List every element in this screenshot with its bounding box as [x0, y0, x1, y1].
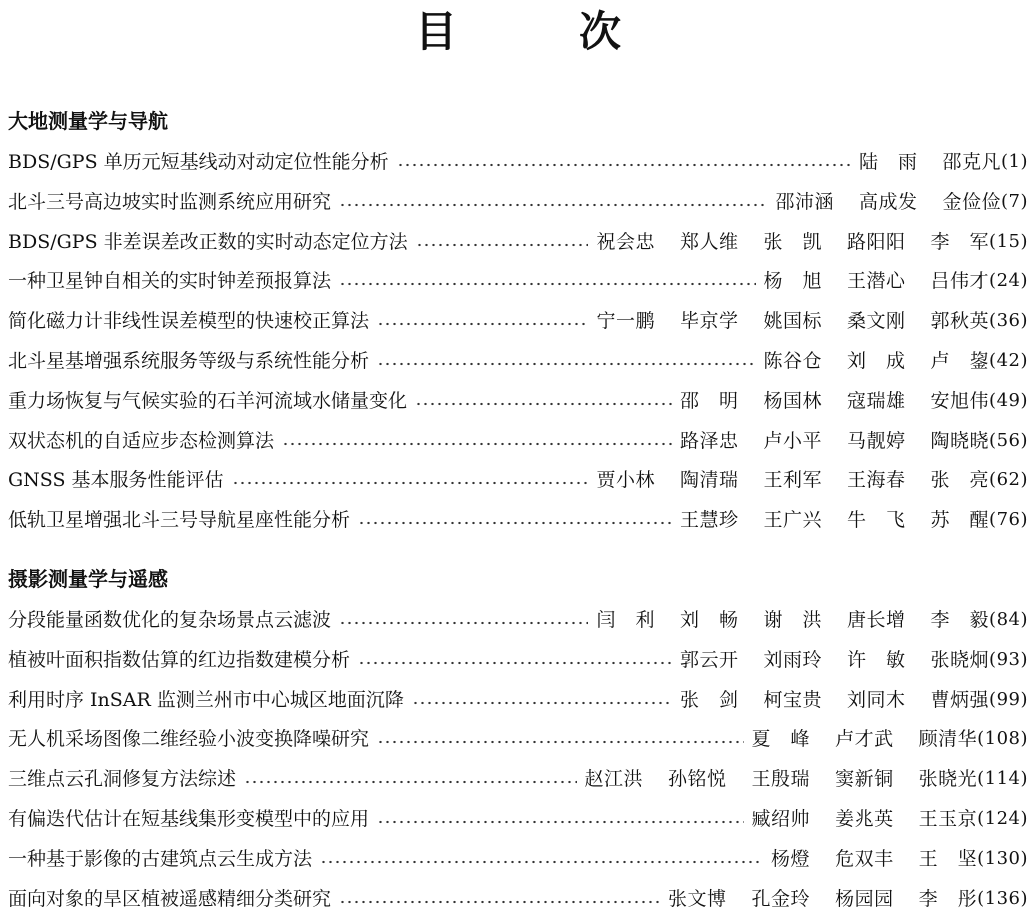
- entry-authors: [668, 884, 977, 914]
- dot-leader: [320, 860, 763, 864]
- entry-title: 重力场恢复与气候实验的石羊河流域水储量变化: [8, 389, 408, 412]
- page-number: (130): [977, 847, 1028, 869]
- page-title: 目 次: [414, 7, 661, 56]
- entry-authors: [680, 645, 989, 675]
- entry-title: 面向对象的旱区植被遥感精细分类研究: [8, 887, 332, 910]
- page-number: (56): [989, 429, 1028, 451]
- entry-title: BDS/GPS 非差误差改正数的实时动态定位方法: [8, 230, 408, 253]
- toc-entry[interactable]: [8, 386, 1028, 416]
- author-name: 姚国标: [763, 310, 823, 333]
- toc-entry[interactable]: [8, 465, 1028, 495]
- entry-authors: [680, 386, 989, 416]
- author-name: 卢小平: [763, 429, 823, 452]
- author-name: 邵克凡: [942, 151, 1001, 173]
- author-name: 吕伟才: [930, 270, 990, 293]
- author-name: 杨燈: [771, 847, 811, 870]
- author-name: 桑文刚: [847, 310, 906, 333]
- page-number: (1): [1001, 151, 1028, 172]
- entry-title: 三维点云孔洞修复方法综述: [8, 768, 237, 791]
- author-name: 李 军: [930, 230, 990, 253]
- page-number: (15): [989, 230, 1028, 252]
- toc-entry[interactable]: [8, 764, 1028, 794]
- toc-entry[interactable]: [8, 227, 1028, 257]
- entry-authors: [752, 724, 978, 754]
- entry-title: 利用时序 InSAR 监测兰州市中心城区地面沉降: [8, 688, 404, 711]
- entry-authors: [775, 187, 1001, 217]
- entry-authors: [680, 426, 989, 456]
- author-name: 李 毅: [930, 609, 990, 631]
- page-number: (49): [989, 389, 1028, 411]
- section-heading: 大地测量学与导航: [8, 109, 168, 133]
- author-name: 危双丰: [835, 847, 894, 870]
- author-name: 陈谷仓: [763, 350, 823, 372]
- author-name: 王利军: [763, 469, 823, 492]
- author-name: 臧绍帅: [751, 808, 811, 830]
- author-name: 刘 畅: [679, 609, 739, 631]
- author-name: 王潜心: [847, 270, 906, 293]
- page-number: (42): [989, 350, 1028, 371]
- author-name: 王广兴: [763, 509, 823, 532]
- author-name: 宁一鹏: [596, 310, 655, 333]
- author-name: 郭云开: [679, 648, 739, 671]
- toc-entry[interactable]: [8, 187, 1028, 217]
- author-name: 邵 明: [679, 389, 739, 412]
- author-name: 刘 成: [847, 350, 906, 372]
- author-name: 姜兆英: [835, 808, 894, 830]
- entry-authors: [596, 306, 989, 336]
- author-name: 王殷瑞: [751, 768, 811, 791]
- entry-authors: [859, 147, 1001, 177]
- author-name: 安旭伟: [930, 389, 990, 412]
- author-name: 柯宝贵: [763, 688, 823, 711]
- author-name: 张文博: [668, 887, 727, 910]
- dot-leader: [377, 820, 744, 824]
- entry-title: 无人机采场图像二维经验小波变换降噪研究: [8, 728, 370, 751]
- toc-entry[interactable]: [8, 306, 1028, 336]
- entry-authors: [585, 764, 978, 794]
- page-number: (62): [989, 469, 1028, 491]
- entry-authors: [752, 804, 978, 834]
- author-name: 刘同木: [847, 688, 906, 711]
- dot-leader: [244, 780, 577, 784]
- author-name: 陆 雨: [858, 151, 918, 173]
- toc-entry[interactable]: [8, 804, 1028, 834]
- author-name: 杨 旭: [763, 270, 823, 293]
- author-name: 郑人维: [679, 230, 739, 253]
- entry-authors: [596, 465, 989, 495]
- author-name: 王海春: [847, 469, 906, 492]
- dot-leader: [282, 442, 672, 446]
- entry-title: 低轨卫星增强北斗三号导航星座性能分析: [8, 509, 351, 532]
- entry-title: 双状态机的自适应步态检测算法: [8, 429, 275, 452]
- dot-leader: [412, 701, 672, 705]
- author-name: 谢 洪: [763, 609, 823, 631]
- dot-leader: [377, 322, 588, 326]
- author-name: 祝会忠: [596, 230, 655, 253]
- page-number: (136): [977, 887, 1028, 909]
- author-name: 马靓婷: [847, 429, 906, 452]
- page-number: (108): [977, 728, 1028, 750]
- entry-title: 简化磁力计非线性误差模型的快速校正算法: [8, 310, 370, 333]
- author-name: 王慧珍: [679, 509, 739, 532]
- page-number: (84): [989, 609, 1028, 630]
- page-number: (114): [977, 768, 1028, 790]
- author-name: 张 亮: [930, 469, 990, 492]
- author-name: 张晓炯: [930, 648, 990, 671]
- author-name: 张 凯: [763, 230, 823, 253]
- toc-entry[interactable]: [8, 685, 1028, 715]
- entry-title: 北斗三号高边坡实时监测系统应用研究: [8, 190, 332, 213]
- entry-authors: [596, 605, 989, 635]
- toc-entry[interactable]: [8, 605, 1028, 635]
- entry-authors: [680, 685, 989, 715]
- dot-leader: [358, 661, 672, 665]
- page-number: (124): [977, 808, 1028, 829]
- author-name: 陶清瑞: [679, 469, 739, 492]
- dot-leader: [339, 203, 767, 207]
- entry-title: 植被叶面积指数估算的红边指数建模分析: [8, 648, 351, 671]
- toc-entry[interactable]: [8, 147, 1028, 177]
- toc-entry[interactable]: [8, 505, 1028, 535]
- dot-leader: [339, 282, 755, 286]
- author-name: 杨国林: [763, 389, 823, 412]
- author-name: 闫 利: [596, 609, 655, 631]
- entry-authors: [764, 266, 990, 296]
- dot-leader: [358, 521, 672, 525]
- dot-leader: [339, 900, 660, 904]
- page-number: (36): [989, 310, 1028, 332]
- entry-authors: [596, 227, 989, 257]
- author-name: 牛 飞: [847, 509, 906, 532]
- entry-authors: [764, 346, 990, 376]
- author-name: 卢 鋆: [930, 350, 990, 372]
- entry-title: 一种基于影像的古建筑点云生成方法: [8, 847, 313, 870]
- author-name: 王玉京: [918, 808, 978, 830]
- author-name: 夏 峰: [751, 728, 811, 751]
- toc-entry[interactable]: [8, 724, 1028, 754]
- author-name: 郭秋英: [930, 310, 990, 333]
- page-number: (7): [1001, 190, 1028, 212]
- author-name: 唐长增: [847, 609, 906, 631]
- author-name: 曹炳强: [930, 688, 990, 711]
- author-name: 陶晓晓: [930, 429, 990, 452]
- author-name: 路泽忠: [679, 429, 739, 452]
- author-name: 邵沛涵: [775, 190, 834, 213]
- entry-authors: [771, 844, 977, 874]
- author-name: 张 剑: [679, 688, 739, 711]
- section-heading: 摄影测量学与遥感: [8, 567, 168, 591]
- author-name: 杨园园: [835, 887, 894, 910]
- author-name: 寇瑞雄: [847, 389, 906, 412]
- dot-leader: [377, 362, 755, 366]
- entry-title: 分段能量函数优化的复杂场景点云滤波: [8, 609, 332, 631]
- toc-entry[interactable]: [8, 884, 1028, 914]
- page-number: (76): [989, 509, 1028, 531]
- page-number: (24): [989, 270, 1028, 292]
- author-name: 李 彤: [918, 887, 978, 910]
- entry-title: 北斗星基增强系统服务等级与系统性能分析: [8, 350, 370, 372]
- entry-title: GNSS 基本服务性能评估: [8, 469, 224, 492]
- page-number: (93): [989, 648, 1028, 670]
- dot-leader: [416, 243, 589, 247]
- author-name: 赵江洪: [584, 768, 644, 791]
- entry-title: 一种卫星钟自相关的实时钟差预报算法: [8, 270, 332, 293]
- dot-leader: [232, 481, 589, 485]
- toc-entry[interactable]: [8, 266, 1028, 296]
- author-name: 孔金玲: [751, 887, 811, 910]
- entry-title: 有偏迭代估计在短基线集形变模型中的应用: [8, 808, 370, 830]
- author-name: 路阳阳: [847, 230, 906, 253]
- author-name: 贾小林: [596, 469, 655, 492]
- toc-entry[interactable]: [8, 346, 1028, 376]
- author-name: 苏 醒: [930, 509, 990, 532]
- page-number: (99): [989, 688, 1028, 710]
- author-name: 孙铭悦: [668, 768, 727, 791]
- author-name: 刘雨玲: [763, 648, 823, 671]
- author-name: 卢才武: [835, 728, 894, 751]
- author-name: 王 坚: [918, 847, 978, 870]
- author-name: 高成发: [858, 190, 918, 213]
- dot-leader: [415, 402, 672, 406]
- author-name: 许 敏: [847, 648, 906, 671]
- author-name: 金俭俭: [942, 190, 1001, 213]
- author-name: 毕京学: [679, 310, 739, 333]
- author-name: 顾清华: [918, 728, 978, 751]
- dot-leader: [377, 740, 744, 744]
- toc-entry[interactable]: [8, 844, 1028, 874]
- toc-entry[interactable]: [8, 426, 1028, 456]
- dot-leader: [397, 163, 851, 167]
- author-name: 张晓光: [918, 768, 978, 791]
- toc-entry[interactable]: [8, 645, 1028, 675]
- author-name: 窦新铜: [835, 768, 894, 791]
- entry-title: BDS/GPS 单历元短基线动对动定位性能分析: [8, 151, 389, 173]
- entry-authors: [680, 505, 989, 535]
- dot-leader: [339, 621, 588, 625]
